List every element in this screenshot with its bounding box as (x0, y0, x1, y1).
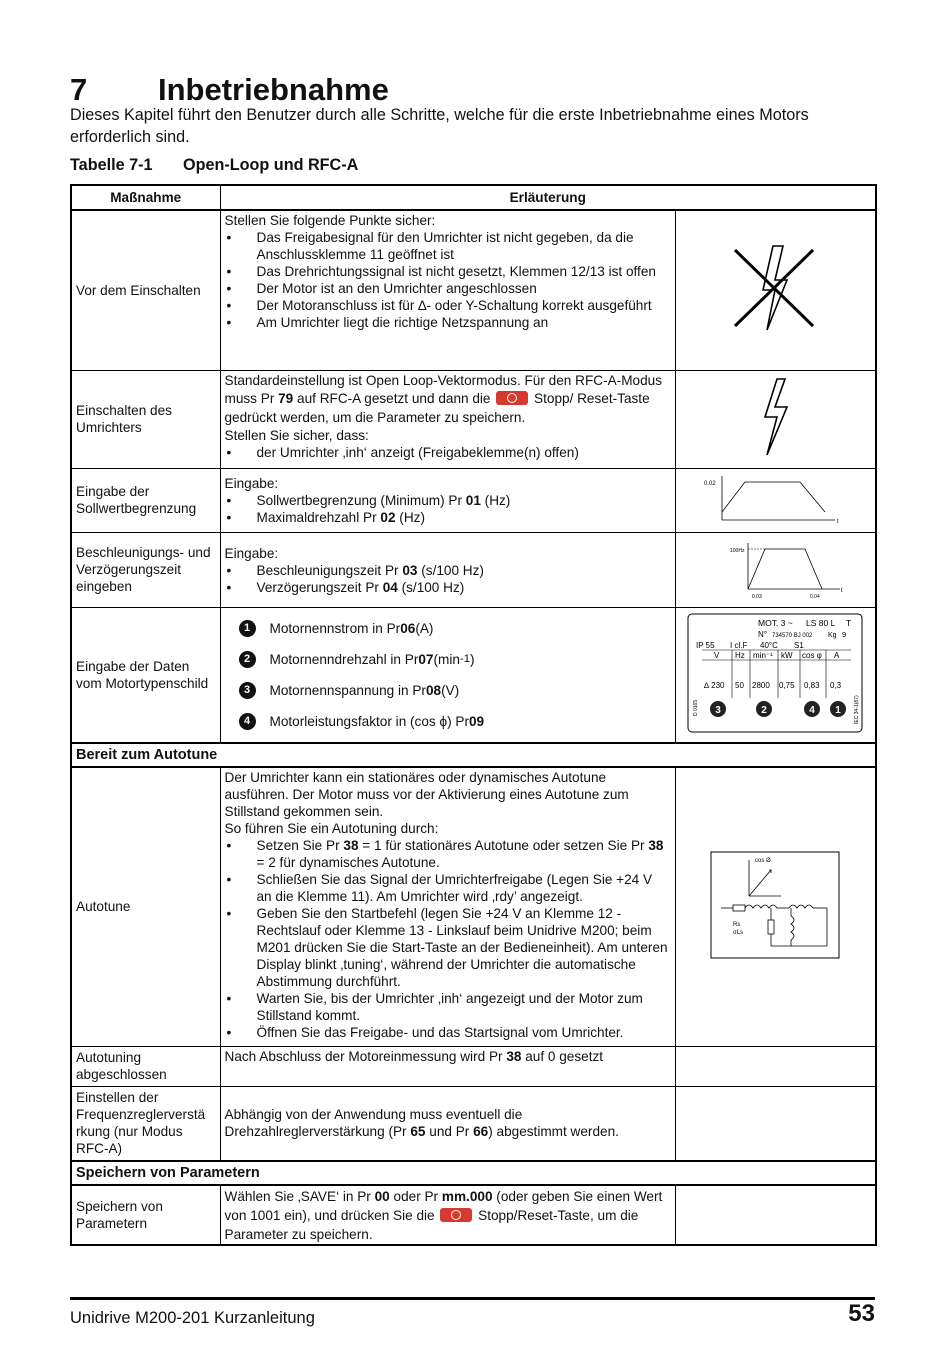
svg-text:Hz: Hz (735, 650, 746, 660)
table-row (71, 370, 876, 468)
lightning-bolt-icon (755, 375, 795, 459)
footer-title: Unidrive M200-201 Kurzanleitung (70, 1309, 315, 1327)
table-row (71, 532, 876, 607)
list-item: • der Umrichter ‚inh‘ anzeigt (Freigabeklemme(n) offen) (225, 444, 671, 461)
row-text: So führen Sie ein Autotuning durch: (224, 821, 439, 836)
svg-text:50: 50 (735, 680, 745, 690)
row-image (675, 1086, 876, 1161)
list-item: • Schließen Sie das Signal der Umrichterfreigabe (Legen Sie +24 V an die Klemme 11). Am Umrichter wird ‚rdy’ angezeigt. (225, 871, 671, 905)
row-action: Autotune (71, 767, 220, 1046)
row-text: Standardeinstellung ist Open Loop-Vektormodus. Für den RFC-A-Modus muss Pr 79 auf RFC-A gesetzt und dann die Stopp/ Reset-Taste gedrückt werden, um die Parameter zu speichern. (224, 372, 662, 425)
svg-text:cos φ: cos φ (802, 650, 823, 660)
bullet-list (225, 229, 671, 331)
svg-text:2800: 2800 (752, 680, 771, 690)
svg-text:0.02: 0.02 (704, 481, 716, 487)
svg-text:0,75: 0,75 (779, 680, 795, 690)
svg-text:T: T (846, 617, 852, 628)
nameplate-item: 1 Motornennstrom in Pr 06 (A) (221, 613, 675, 644)
stop-reset-button-icon (440, 1208, 472, 1222)
list-item: • Beschleunigungszeit Pr 03 (s/100 Hz) (225, 562, 671, 579)
list-item: • Maximaldrehzahl Pr 02 (Hz) (225, 509, 671, 526)
chapter-intro: Dieses Kapitel führt den Benutzer durch alle Schritte, welche für die erste Inbetriebnahme eines Motors erforderlich sind. (70, 106, 809, 146)
header-explanation: Erläuterung (220, 185, 876, 210)
nameplate-item: 3 Motornennspannung in Pr 08 (V) (221, 675, 675, 706)
motor-nameplate (686, 612, 864, 734)
row-image (675, 370, 876, 468)
table-header-row (71, 185, 876, 210)
row-action: Autotuning abgeschlossen (71, 1046, 220, 1086)
section-row (71, 743, 876, 767)
footer-rule (70, 1297, 875, 1300)
svg-text:V: V (714, 650, 720, 660)
bullet-list (225, 837, 671, 1041)
row-explanation (220, 468, 675, 532)
table-number: Tabelle 7-1 (70, 156, 153, 174)
row-explanation: Nach Abschluss der Motoreinmessung wird Pr 38 auf 0 gesetzt (220, 1046, 675, 1086)
row-explanation (220, 767, 675, 1046)
row-action: Einstellen der Frequenzreglerverstä rkung (nur Modus RFC-A) (71, 1086, 220, 1161)
speed-limit-graph (700, 470, 850, 526)
table-title: Open-Loop und RFC-A (183, 156, 359, 174)
chapter-title: Inbetriebnahme (158, 72, 389, 107)
ramp-time-graph (700, 535, 850, 601)
table-row (71, 210, 876, 370)
list-item: • Der Motor ist an den Umrichter angeschlossen (225, 280, 671, 297)
svg-text:9: 9 (842, 629, 847, 639)
svg-text:0,83: 0,83 (804, 680, 820, 690)
row-explanation: Abhängig von der Anwendung muss eventuell die Drehzahlreglerverstärkung (Pr 65 und Pr 66) abgestimmt werden. (220, 1086, 675, 1161)
bullet-list (225, 562, 671, 596)
motor-circuit-diagram (709, 850, 841, 960)
row-image (675, 607, 876, 743)
stop-reset-button-icon (496, 391, 528, 405)
table-row (71, 1046, 876, 1086)
row-explanation (220, 607, 675, 743)
number-badge: 3 (239, 682, 256, 699)
page-number: 53 (848, 1300, 875, 1327)
list-item: • Das Freigabesignal für den Umrichter ist nicht gegeben, da die Anschlussklemme 11 geöffnet ist (225, 229, 671, 263)
svg-text:min⁻¹: min⁻¹ (753, 650, 774, 660)
section-heading: Speichern von Parametern (71, 1161, 876, 1185)
row-text: Der Umrichter kann ein stationäres oder dynamisches Autotune ausführen. Der Motor muss vor der Aktivierung eines Autotune zum Stillstand gekommen sein. (224, 770, 629, 819)
svg-text:I cl.F: I cl.F (730, 640, 748, 650)
row-image (675, 468, 876, 532)
row-image (675, 1185, 876, 1245)
svg-text:1: 1 (835, 704, 842, 716)
chapter-heading (70, 72, 389, 108)
svg-text:0,3: 0,3 (830, 680, 842, 690)
row-image (675, 1046, 876, 1086)
list-item: • Das Drehrichtungssignal ist nicht gesetzt, Klemmen 12/13 ist offen (225, 263, 671, 280)
header-action: Maßnahme (71, 185, 220, 210)
table-row (71, 767, 876, 1046)
row-text: Stellen Sie sicher, dass: (224, 428, 369, 443)
row-image (675, 210, 876, 370)
row-explanation: Wählen Sie ‚SAVE‘ in Pr 00 oder Pr mm.000 (oder geben Sie einen Wert von 1001 ein), und drücken Sie die Stopp/Reset-Taste, um die Parameter zu speichern. (220, 1185, 675, 1245)
svg-text:3: 3 (715, 704, 722, 716)
row-lead: Eingabe: (224, 545, 279, 561)
section-heading: Bereit zum Autotune (71, 743, 876, 767)
list-item: • Öffnen Sie das Freigabe- und das Startsignal vom Umrichter. (225, 1024, 671, 1041)
svg-text:2: 2 (761, 704, 768, 716)
table-row (71, 607, 876, 743)
svg-text:Kg: Kg (828, 631, 837, 639)
svg-text:100Hz: 100Hz (730, 547, 745, 554)
commissioning-table (70, 184, 877, 1246)
no-power-icon (725, 238, 825, 338)
row-explanation (220, 210, 675, 370)
svg-text:t: t (841, 587, 843, 594)
svg-text:kW: kW (781, 650, 793, 660)
nameplate-item: 4 Motorleistungsfaktor in (cos ϕ) Pr 09 (221, 706, 675, 737)
table-caption (70, 155, 358, 175)
svg-text:4: 4 (809, 704, 816, 716)
row-explanation (220, 370, 675, 468)
chapter-number: 7 (70, 72, 88, 107)
section-row (71, 1161, 876, 1185)
list-item: • Setzen Sie Pr 38 = 1 für stationäres Autotune oder setzen Sie Pr 38 = 2 für dynamisches Autotune. (225, 837, 671, 871)
svg-text:N°: N° (758, 629, 768, 639)
bullet-list (225, 492, 671, 526)
row-action: Speichern von Parametern (71, 1185, 220, 1245)
list-item: • Warten Sie, bis der Umrichter ‚inh‘ angezeigt und der Motor zum Stillstand kommt. (225, 990, 671, 1024)
svg-text:S1: S1 (794, 640, 805, 650)
row-lead: Eingabe: (224, 476, 279, 491)
bullet-list (225, 444, 671, 461)
svg-text:IP 55: IP 55 (696, 640, 715, 650)
number-badge: 1 (239, 620, 256, 637)
list-item: • Am Umrichter liegt die richtige Netzspannung an (225, 314, 671, 331)
row-action: Eingabe der Daten vom Motortypenschild (71, 607, 220, 743)
list-item: • Geben Sie den Startbefehl (legen Sie +24 V an Klemme 12 - Rechtslauf oder Klemme 13 - Linkslauf beim Unidrive M200; beim M201 drücken Sie die Start-Taste an der Bedieneinheit). Am unteren Display blinkt ‚tuning‘, während der Umrichter die automatische Abstimmung durchführt. (225, 905, 671, 990)
row-action: Beschleunigungs- und Verzögerungszeit eingeben (71, 532, 220, 607)
svg-text:IEC 34-1(87): IEC 34-1(87) (854, 695, 861, 724)
svg-text:∆ 230: ∆ 230 (704, 680, 725, 690)
table-row (71, 468, 876, 532)
svg-text:D 0165: D 0165 (693, 699, 700, 716)
svg-text:t: t (837, 519, 839, 525)
svg-text:cos Ø: cos Ø (755, 857, 771, 864)
svg-text:0.03: 0.03 (752, 593, 762, 600)
list-item: • Verzögerungszeit Pr 04 (s/100 Hz) (225, 579, 671, 596)
svg-text:σLs: σLs (733, 929, 744, 936)
row-lead: Stellen Sie folgende Punkte sicher: (224, 213, 436, 228)
row-action: Eingabe der Sollwertbegrenzung (71, 468, 220, 532)
svg-text:A: A (834, 650, 840, 660)
row-explanation (220, 532, 675, 607)
svg-text:MOT. 3 ~: MOT. 3 ~ (758, 617, 793, 628)
number-badge: 2 (239, 651, 256, 668)
row-action: Einschalten des Umrichters (71, 370, 220, 468)
table-row (71, 1086, 876, 1161)
svg-text:40°C: 40°C (760, 640, 779, 650)
list-item: • Der Motoranschluss ist für ∆- oder Y-Schaltung korrekt ausgeführt (225, 297, 671, 314)
row-image (675, 767, 876, 1046)
nameplate-item: 2 Motornenndrehzahl in Pr 07 (min -1 ) (221, 644, 675, 675)
table-row (71, 1185, 876, 1245)
svg-text:LS 80 L: LS 80 L (806, 617, 836, 628)
svg-text:734570 BJ 002: 734570 BJ 002 (772, 632, 813, 639)
svg-text:0.04: 0.04 (810, 593, 820, 600)
row-image (675, 532, 876, 607)
number-badge: 4 (239, 713, 256, 730)
row-action: Vor dem Einschalten (71, 210, 220, 370)
svg-text:Rs: Rs (733, 921, 741, 928)
list-item: • Sollwertbegrenzung (Minimum) Pr 01 (Hz) (225, 492, 671, 509)
